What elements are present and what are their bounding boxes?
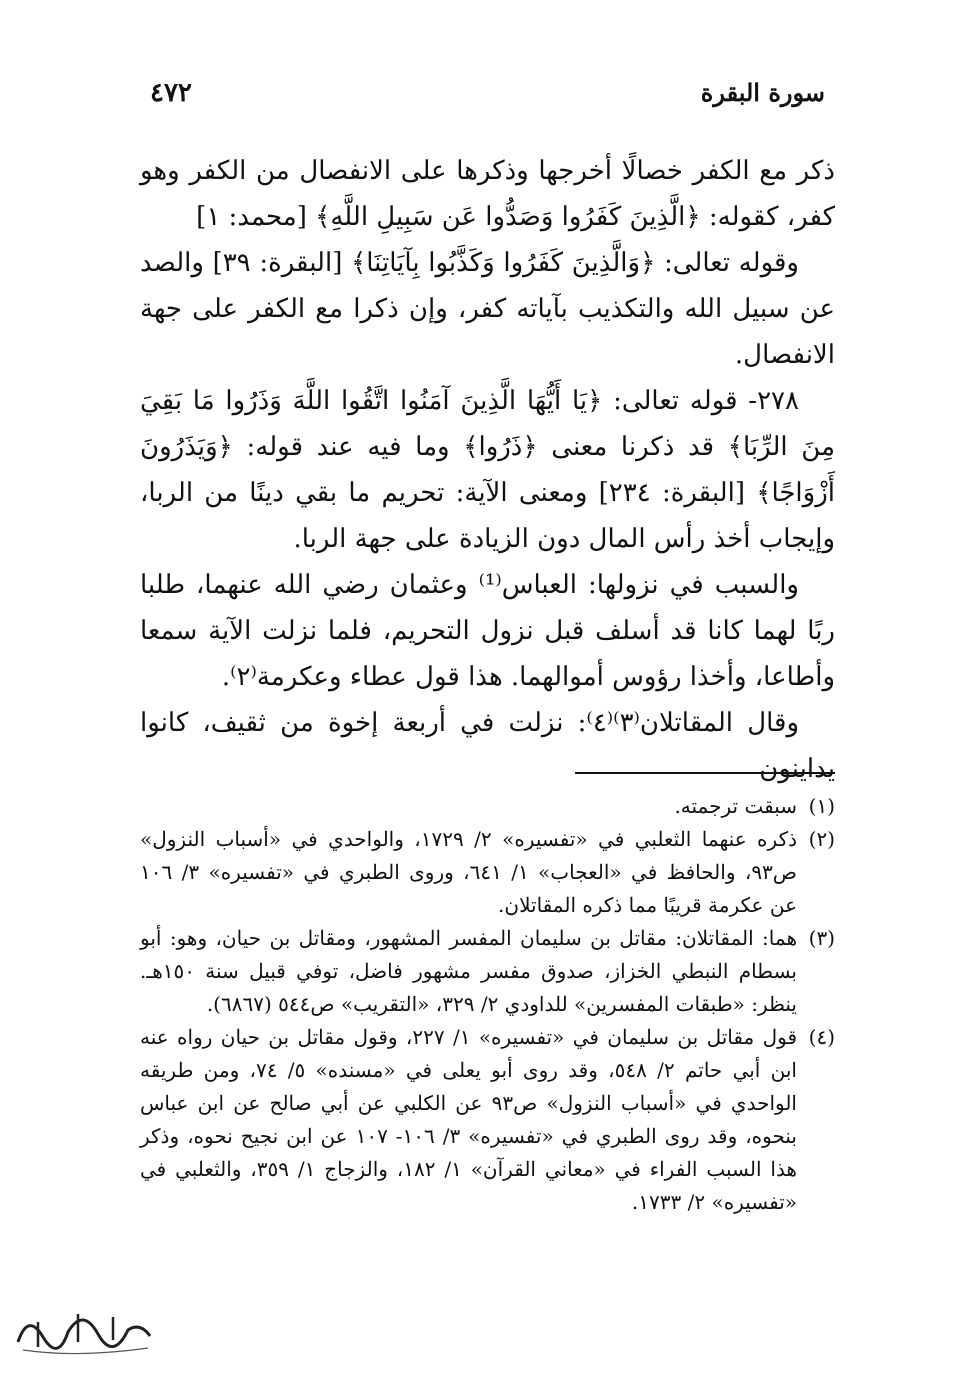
paragraph: ذكر مع الكفر خصالًا أخرجها وذكرها على الانفصال من الكفر وهو كفر، كقوله: ﴿الَّذِينَ كَفَرُوا وَصَدُّوا عَن سَبِيلِ اللَّهِ﴾ [محمد: ١] bbox=[140, 156, 835, 232]
paragraph: وقال المقاتلان⁽٣⁾⁽٤⁾: نزلت في أربعة إخوة من ثقيف، كانوا يداينون bbox=[140, 708, 835, 784]
paragraph: ٢٧٨- قوله تعالى: ﴿يَا أَيُّهَا الَّذِينَ آمَنُوا اتَّقُوا اللَّهَ وَذَرُوا مَا بَقِيَ مِنَ الرِّبَا﴾ قد ذكرنا معنى ﴿ذَرُوا﴾ وما فيه عند قوله: ﴿وَيَذَرُونَ أَزْوَاجًا﴾ [البقرة: ٢٣٤] ومعنى الآية: تحريم ما بقي دينًا من الربا، وإيجاب أخذ رأس المال دون الزيادة على جهة الربا. bbox=[140, 386, 835, 554]
footnote bbox=[140, 1021, 835, 1219]
paragraph: والسبب في نزولها: العباس⁽¹⁾ وعثمان رضي الله عنهما، طلبا ربًا لهما كانا قد أسلف قبل نزول التحريم، فلما نزلت الآية سمعا وأطاعا، وأخذا رؤوس أموالهما. هذا قول عطاء وعكرمة⁽٢⁾. bbox=[140, 570, 835, 692]
footnote-number: (٣) bbox=[808, 926, 835, 950]
publisher-logo bbox=[8, 1292, 158, 1362]
footnote-text: سبقت ترجمته. bbox=[674, 794, 797, 818]
footnote-text: ذكره عنهما الثعلبي في «تفسيره» ٢/ ١٧٢٩، والواحدي في «أسباب النزول» ص٩٣، والحافظ في «العجاب» ١/ ٦٤١، وروى الطبري في «تفسيره» ٣/ ١٠٦ عن عكرمة قريبًا مما ذكره المقاتلان. bbox=[140, 827, 798, 917]
footnote-number: (٢) bbox=[808, 827, 835, 851]
footnote-divider bbox=[575, 772, 835, 774]
footnote-text: قول مقاتل بن سليمان في «تفسيره» ١/ ٢٢٧، وقول مقاتل بن حيان رواه عنه ابن أبي حاتم ٢/ ٥٤٨، وقد روى أبو يعلى في «مسنده» ٥/ ٧٤، ومن طريقه الواحدي في «أسباب النزول» ص٩٣ عن الكلبي عن أبي صالح عن ابن عباس بنحوه، وقد روى الطبري في «تفسيره» ٣/ ١٠٦- ١٠٧ عن ابن نجيح نحوه، وذكر هذا السبب الفراء في «معاني القرآن» ١/ ١٨٢، والزجاج ١/ ٣٥٩، والثعلبي في «تفسيره» ٢/ ١٧٣٣. bbox=[140, 1025, 797, 1214]
footnote bbox=[140, 922, 835, 1021]
main-text bbox=[140, 148, 835, 792]
footnote bbox=[140, 790, 835, 823]
footnote-number: (١) bbox=[808, 794, 835, 818]
footnote-text: هما: المقاتلان: مقاتل بن سليمان المفسر المشهور، ومقاتل بن حيان، وهو: أبو بسطام النبطي الخزاز، صدوق مفسر مشهور فاضل، توفي قبيل سنة ١٥٠هـ. ينظر: «طبقات المفسرين» للداودي ٢/ ٣٢٩، «التقريب» ص٥٤٤ (٦٨٦٧). bbox=[140, 926, 797, 1016]
page-number: ٤٧٢ bbox=[150, 78, 192, 108]
surah-name: سورة البقرة bbox=[700, 78, 825, 107]
page-header bbox=[150, 78, 825, 118]
footnotes bbox=[140, 790, 835, 1219]
paragraph: وقوله تعالى: ﴿وَالَّذِينَ كَفَرُوا وَكَذَّبُوا بِآيَاتِنَا﴾ [البقرة: ٣٩] والصد عن سبيل الله والتكذيب بآياته كفر، وإن ذكرا مع الكفر على جهة الانفصال. bbox=[140, 248, 835, 370]
footnote-number: (٤) bbox=[808, 1025, 835, 1049]
footnote bbox=[140, 823, 835, 922]
